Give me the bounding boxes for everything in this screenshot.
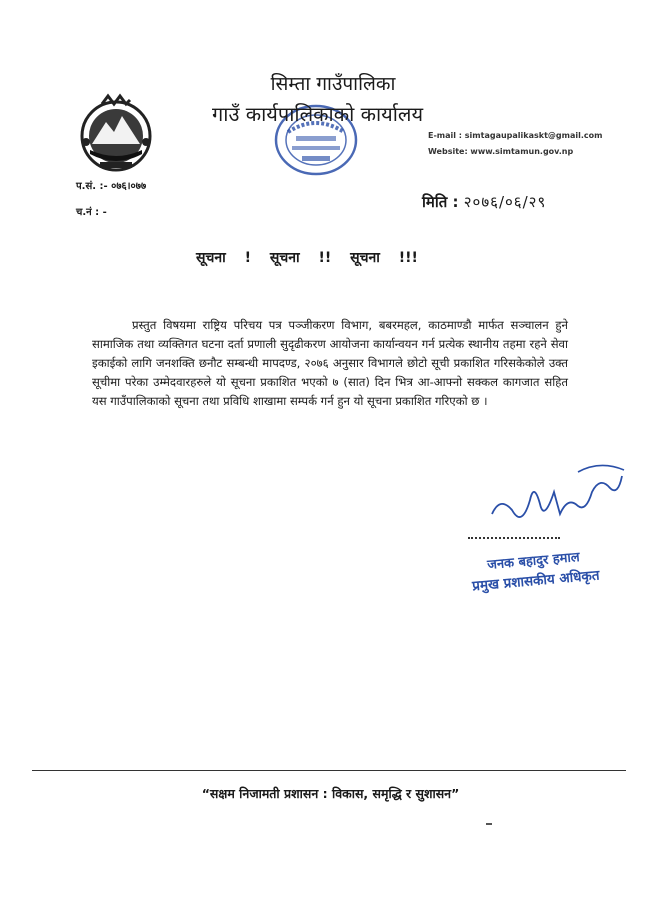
notice-body: प्रस्तुत विषयमा राष्ट्रिय परिचय पत्र पञ्जीकरण विभाग, बबरमहल, काठमाण्डौ मार्फत सञ्चालन हुने सामाजिक तथा व्यक्तिगत घटना दर्ता प्रणाली सुदृढीकरण आयोजना कार्यान्वयन गर्न प्रत्येक स्थानीय तहमा रहने सेवा इकाईको लागि जनशक्ति छनौट सम्बन्धी मापदण्ड, २०७६ अनुसार विभागले छोटो सूची प्रकाशित गरिसकेकोले उक्त सूचीमा परेका उम्मेदवारहरुले यो सूचना प्रकाशित भएको ७ (सात) दिन भित्र आ-आफ्नो सक्कल कागजात सहित यस गाउँपालिकाको सूचना तथा प्रविधि शाखामा सम्पर्क गर्न हुन यो सूचना प्रकाशित गरिएको छ । [92, 318, 568, 408]
signature-line [468, 537, 560, 539]
notice-heading: सूचना ! सूचना !! सूचना !!! [196, 250, 418, 266]
document-date [422, 192, 546, 212]
office-title: गाउँ कार्यपालिकाको कार्यालय [212, 102, 424, 126]
email-address: E-mail : simtagaupalikaskt@gmail.com [428, 131, 603, 140]
reference-number: प.सं. :- ०७६।०७७ [76, 181, 147, 192]
office-name: सिम्ता गाउँपालिका [270, 73, 396, 95]
footer-divider [32, 770, 626, 771]
page-mark [486, 823, 492, 825]
handwritten-signature-icon [482, 452, 632, 542]
government-emblem-icon [72, 92, 160, 174]
date-label: मिति : [422, 193, 459, 211]
website-address: Website: www.simtamun.gov.np [428, 147, 574, 156]
footer-motto: “सक्षम निजामती प्रशासन : विकास, समृद्धि र सुशासन” [201, 786, 460, 801]
date-value: २०७६/०६/२९ [463, 193, 547, 211]
signatory-title: प्रमुख प्रशासकीय अधिकृत [471, 567, 601, 595]
signatory-name: जनक बहादुर हमाल [486, 549, 581, 574]
dispatch-number: च.नं : - [76, 207, 107, 218]
